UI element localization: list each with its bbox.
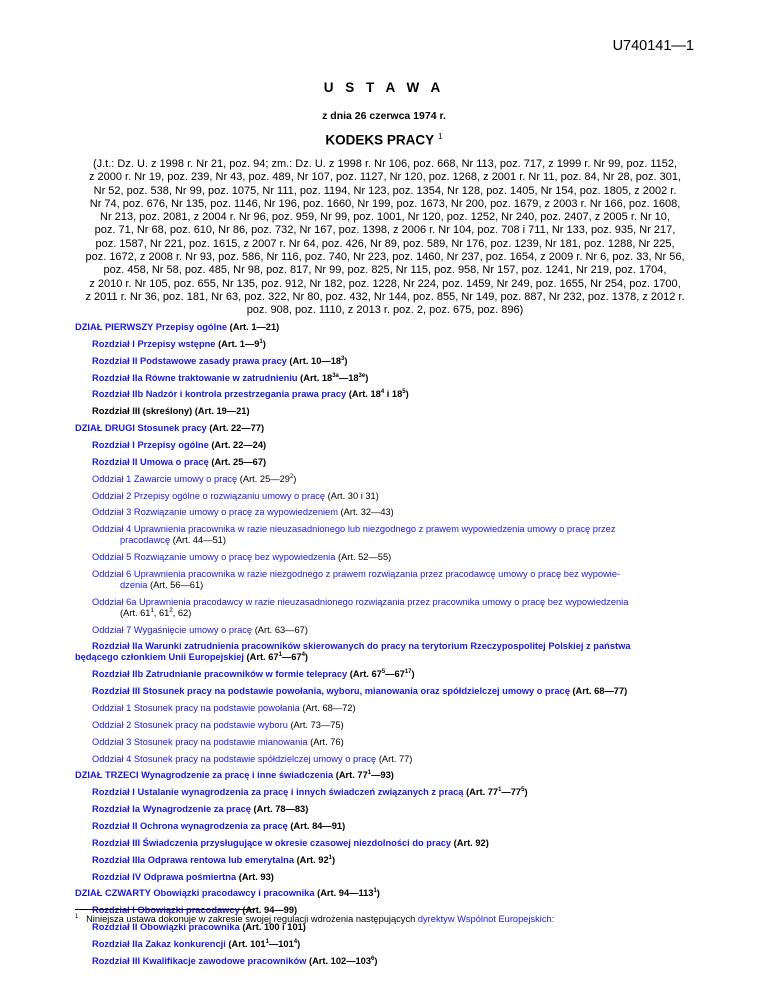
toc-article-range: (Art. 93) (236, 871, 274, 882)
toc-chapter (92, 373, 705, 384)
toc-link[interactable]: Oddział 3 Stosunek pracy na podstawie mianowania (92, 736, 308, 747)
toc-chapter (92, 939, 705, 950)
toc-entry-text: Rozdział III (skreślony) (Art. 19—21) (92, 406, 250, 417)
toc-article-range: (Art. $77^1—77^5$) (463, 787, 528, 798)
footnote-separator (75, 909, 255, 910)
toc-article-range: (Art. $102—103^6$) (306, 955, 378, 966)
toc-article-range: (Art. $1—9^1$) (215, 338, 266, 349)
toc-article-range: (Art. $25—29^2$) (237, 473, 297, 484)
toc-link[interactable]: Rozdział II Umowa o pracę (92, 456, 209, 467)
toc-article-range: (Art. 25—67) (208, 456, 267, 467)
toc-article-range: (Art. 77) (376, 753, 413, 764)
toc-link[interactable]: DZIAŁ PIERWSZY Przepisy ogólne (75, 322, 228, 332)
toc-chapter (92, 737, 705, 748)
toc-chapter (75, 641, 705, 663)
toc-chapter (92, 625, 705, 636)
toc-chapter (92, 474, 705, 485)
amendments-line: poz. 458, Nr 58, poz. 485, Nr 98, poz. 817, Nr 99, poz. 825, Nr 115, poz. 958, Nr 157, poz. 1241, Nr 219, poz. 1704, (103, 264, 667, 277)
toc-chapter (92, 457, 705, 468)
toc-article-range: (Art. $77^1—93$) (333, 770, 394, 781)
toc-link[interactable]: Oddział 6 Uprawnienia pracownika w razie niezgodnego z prawem rozwiązania przez pracodawcę umowy o pracę bez wypowie- (92, 568, 621, 579)
toc-chapter (92, 356, 705, 367)
toc-link[interactable]: Oddział 4 Stosunek pracy na podstawie spółdzielczej umowy o pracę (92, 753, 377, 764)
toc-chapter (92, 720, 705, 731)
amendments-line: z 2011 r. Nr 36, poz. 181, Nr 63, poz. 322, Nr 80, poz. 432, Nr 144, poz. 855, Nr 149, poz. 887, Nr 232, poz. 1378, z 2012 r. (85, 290, 685, 303)
amendments-note (60, 158, 710, 318)
amendments-line: poz. 1587, Nr 221, poz. 1615, z 2007 r. Nr 64, poz. 426, Nr 89, poz. 589, Nr 176, poz. 1239, Nr 181, poz. 1288, Nr 225, (95, 237, 675, 250)
toc-link[interactable]: Oddział 1 Zawarcie umowy o pracę (92, 473, 238, 484)
toc-article-range: (Art. 56—61) (147, 579, 204, 590)
toc-link[interactable]: Oddział 6a Uprawnienia pracodawcy w razie nieuzasadnionego rozwiązania przez pracownika umowy o pracę bez wypowiedzenia (92, 596, 629, 607)
toc-chapter (92, 669, 705, 680)
toc-article-range: (Art. 30 i 31) (325, 490, 379, 501)
toc-chapter (92, 686, 705, 697)
toc-article-range: (Art. $10—18^3$) (286, 355, 348, 366)
toc-article-range: (Art. 1—21) (227, 322, 280, 332)
toc-article-range: (Art. $67^5—67^{17}$) (347, 669, 415, 680)
toc-link[interactable]: Rozdział IIa Równe traktowanie w zatrudnieniu (92, 372, 298, 383)
toc-link[interactable]: Rozdział IIb Nadzór i kontrola przestrzegania prawa pracy (92, 389, 347, 400)
toc-chapter (92, 872, 705, 883)
toc-division (75, 888, 705, 899)
toc-link[interactable]: Oddział 2 Przepisy ogólne o rozwiązaniu umowy o pracę (92, 490, 326, 501)
toc-article-range: (Art. $101^1—101^4$) (225, 938, 301, 949)
amendments-line: (J.t.: Dz. U. z 1998 r. Nr 21, poz. 94; zm.: Dz. U. z 1998 r. Nr 106, poz. 668, Nr 113, poz. 717, z 1999 r. Nr 99, poz. 1152, (92, 158, 678, 170)
toc-article-range: (Art. 22—24) (208, 439, 267, 450)
toc-article-range: (Art. 100 i 101) (239, 922, 306, 933)
toc-article-range: (Art. 44—51) (170, 535, 226, 546)
toc-link-continuation[interactable]: dzenia (120, 579, 148, 590)
toc-link[interactable]: Oddział 3 Rozwiązanie umowy o pracę za wypowiedzeniem (92, 507, 338, 518)
toc-link[interactable]: Rozdział II Ochrona wynagrodzenia za pracę (92, 820, 288, 831)
toc-chapter (92, 406, 705, 417)
toc-link[interactable]: Rozdział III Stosunek pracy na podstawie powołania, wyboru, mianowania oraz spółdzielczej umowy o pracę (92, 686, 570, 697)
amendments-line: z 2000 r. Nr 19, poz. 239, Nr 43, poz. 489, Nr 107, poz. 1127, Nr 120, poz. 1268, z 2001 r. Nr 11, poz. 84, Nr 28, poz. 301, (88, 171, 682, 184)
act-date: z dnia 26 czerwca 1974 r. (322, 110, 446, 122)
toc-link-continuation[interactable]: będącego członkiem Unii Europejskiej (75, 652, 244, 663)
toc-link[interactable]: Oddział 5 Rozwiązanie umowy o pracę bez wypowiedzenia (92, 552, 336, 563)
toc-article-range: (Art. $67^1—67^4$) (243, 652, 309, 663)
toc-link[interactable]: Rozdział Ia Wynagrodzenie za pracę (92, 804, 251, 815)
act-name-text: KODEKS PRACY (325, 132, 435, 148)
toc-entry-continuation (75, 652, 308, 663)
toc-chapter (92, 838, 705, 849)
toc-link[interactable]: Rozdział III Kwalifikacje zawodowe pracowników (92, 955, 307, 966)
toc-article-range: (Art. 22—77) (206, 423, 265, 434)
document-id: U740141—1 (612, 38, 694, 54)
toc-link[interactable]: DZIAŁ CZWARTY Obowiązki pracodawcy i pracownika (75, 888, 315, 899)
toc-article-range: (Art. $61^1$, $61^2$, 62) (120, 607, 192, 618)
toc-link[interactable]: Rozdział I Przepisy wstępne (92, 338, 216, 349)
toc-division (75, 322, 705, 333)
toc-entry-continuation (120, 535, 226, 546)
toc-article-range: (Art. 68—77) (569, 686, 628, 697)
amendments-line: poz. 71, Nr 68, poz. 610, Nr 86, poz. 732, Nr 167, poz. 1398, z 2006 r. Nr 104, poz. 708 i 711, Nr 133, poz. 935, Nr 217, (94, 224, 676, 237)
toc-chapter (92, 507, 705, 518)
toc-chapter (92, 339, 705, 350)
toc-article-range: (Art. 92) (451, 837, 489, 848)
toc-link-continuation[interactable]: pracodawcę (120, 535, 171, 546)
toc-chapter (92, 524, 705, 546)
toc-link[interactable]: Rozdział I Obowiązki pracodawcy (92, 905, 240, 916)
toc-link[interactable]: Rozdział III Świadczenia przysługujące w okresie czasowej niezdolności do pracy (92, 837, 452, 848)
toc-link[interactable]: Rozdział I Ustalanie wynagrodzenia za pracę i innych świadczeń związanych z pracą (92, 787, 464, 798)
toc-link[interactable]: Rozdział II Podstawowe zasady prawa pracy (92, 355, 287, 366)
toc-chapter (92, 754, 705, 765)
toc-chapter (92, 821, 705, 832)
toc-chapter (92, 568, 705, 590)
toc-chapter (92, 491, 705, 502)
toc-chapter (92, 855, 705, 866)
footnote-mark: 1 (75, 914, 79, 920)
toc-link[interactable]: Rozdział II Obowiązki pracownika (92, 922, 240, 933)
toc-article-range: (Art. 73—75) (287, 719, 344, 730)
footnote-link[interactable]: dyrektyw Wspólnot Europejskich: (417, 914, 555, 925)
toc-link[interactable]: Oddział 7 Wygaśnięcie umowy o pracę (92, 624, 253, 635)
footnote-ref[interactable]: 1 (438, 132, 443, 141)
toc-link[interactable]: Rozdział I Przepisy ogólne (92, 439, 209, 450)
toc-link[interactable]: DZIAŁ TRZECI Wynagrodzenie za pracę i inne świadczenia (75, 770, 334, 781)
toc-entry-continuation (120, 580, 203, 591)
toc-article-range: (Art. 68—72) (299, 703, 356, 713)
toc-link[interactable]: Oddział 2 Stosunek pracy na podstawie wyboru (92, 719, 288, 730)
toc-article-range: (Art. 76) (307, 736, 344, 747)
toc-article-range: (Art. 84—91) (287, 820, 346, 831)
amendments-line: Nr 74, poz. 676, Nr 135, poz. 1146, Nr 196, poz. 1660, Nr 199, poz. 1673, Nr 200, poz. 1679, z 2003 r. Nr 166, poz. 1608, (89, 197, 681, 210)
amendments-line: z 2010 r. Nr 105, poz. 655, Nr 135, poz. 912, Nr 182, poz. 1228, Nr 224, poz. 1459, Nr 249, poz. 1655, Nr 254, poz. 1700, (89, 277, 681, 290)
toc-link[interactable]: Rozdział IIa Warunki zatrudnienia pracowników skierowanych do pracy na terytorium Rzeczypospolitej Polskiej z państwa (92, 641, 631, 652)
toc-division (75, 423, 705, 434)
footnote-text: Niniejsza ustawa dokonuje w zakresie swojej regulacji wdrożenia następujących (86, 914, 418, 925)
toc-article-range: (Art. $92^1$) (294, 854, 336, 865)
toc-link[interactable]: Rozdział IIb Zatrudnianie pracowników w formie telepracy (92, 669, 348, 680)
act-type-title: U S T A W A (323, 80, 445, 95)
toc-article-range: (Art. $18^4$ i $18^5$) (346, 389, 409, 400)
amendments-line: poz. 908, poz. 1110, z 2013 r. poz. 2, poz. 675, poz. 896) (246, 304, 524, 317)
toc-entry-continuation (120, 608, 191, 619)
toc-article-range: (Art. $94—113^1$) (314, 888, 380, 899)
amendments-line: Nr 52, poz. 538, Nr 99, poz. 1075, Nr 111, poz. 1194, Nr 123, poz. 1354, Nr 128, poz. 1405, Nr 154, poz. 1805, z 2002 r. (93, 184, 677, 197)
toc-chapter (92, 956, 705, 967)
act-name (0, 132, 768, 148)
toc-link[interactable]: Rozdział IV Odprawa pośmiertna (92, 871, 237, 882)
toc-article-range: (Art. $18^{3a}—18^{3e}$) (297, 372, 369, 383)
footnote (75, 914, 554, 924)
amendments-line: poz. 1672, z 2008 r. Nr 93, poz. 586, Nr 116, poz. 740, Nr 223, poz. 1460, Nr 237, poz. 1654, z 2009 r. Nr 6, poz. 33, Nr 56, (85, 251, 685, 264)
toc-chapter (92, 596, 705, 618)
toc-article-range: (Art. 32—43) (337, 507, 394, 518)
toc-link[interactable]: Rozdział IIIa Odprawa rentowa lub emerytalna (92, 854, 294, 865)
toc-chapter (92, 440, 705, 451)
toc-chapter (92, 389, 705, 400)
toc-article-range: (Art. 52—55) (335, 552, 392, 563)
toc-article-range: (Art. 63—67) (252, 624, 308, 635)
toc-chapter (92, 552, 705, 563)
toc-article-range: (Art. 78—83) (250, 804, 309, 815)
toc-link[interactable]: Oddział 4 Uprawnienia pracownika w razie nieuzasadnionego lub niezgodnego z prawem wypowiedzenia umowy o pracę przez (92, 524, 616, 535)
toc-link[interactable]: Rozdział IIa Zakaz konkurencji (92, 938, 226, 949)
toc-link[interactable]: DZIAŁ DRUGI Stosunek pracy (75, 423, 207, 434)
toc-chapter (92, 787, 705, 798)
amendments-line: Nr 213, poz. 2081, z 2004 r. Nr 96, poz. 959, Nr 99, poz. 1001, Nr 120, poz. 1252, Nr 240, poz. 2407, z 2005 r. Nr 10, (100, 211, 670, 224)
toc-article-range: (Art. 94—99) (239, 905, 298, 916)
toc-chapter (92, 804, 705, 815)
toc-chapter (92, 703, 705, 714)
toc-division (75, 770, 705, 781)
toc-link[interactable]: Oddział 1 Stosunek pracy na podstawie powołania (92, 703, 300, 713)
